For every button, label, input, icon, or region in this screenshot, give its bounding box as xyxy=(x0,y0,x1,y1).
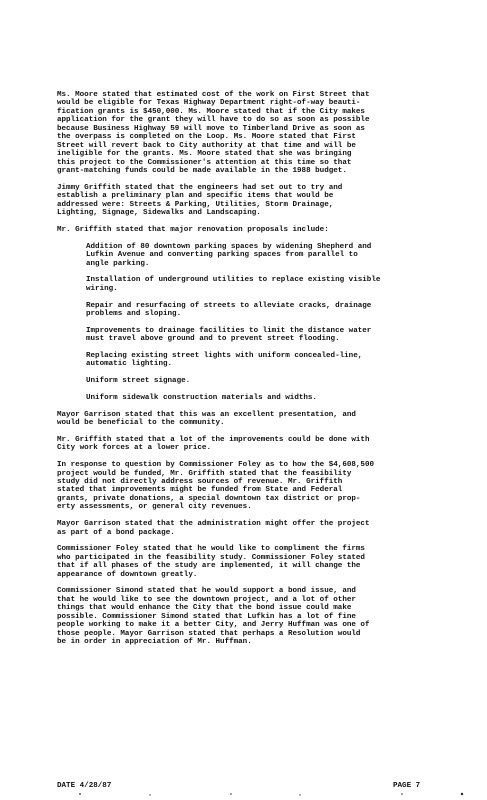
footer-date: DATE 4/28/87 xyxy=(57,782,112,790)
page-body xyxy=(57,91,457,655)
footer-page-number: PAGE 7 xyxy=(393,782,421,790)
paragraph-griffith-work-forces: Mr. Griffith stated that a lot of the improvements could be done with City work forces at a lower price. xyxy=(57,435,370,453)
proposal-item: Installation of underground utilities to replace existing visible wiring. xyxy=(86,276,381,293)
proposal-item: Repair and resurfacing of streets to alleviate cracks, drainage problems and sloping. xyxy=(86,301,372,318)
proposal-item: Uniform sidewalk construction materials and widths. xyxy=(86,393,317,402)
paragraph-foley-compliment: Commissioner Foley stated that he would like to compliment the firms who participated in the feasibility study. Commissioner Foley stated that if all phases of the study are implemented, it will change the appearance of downtown greatly. xyxy=(57,545,365,579)
paragraph-moore-grants: Ms. Moore stated that estimated cost of the work on First Street that would be eligible for Texas Highway Department right-of-way beauti- fication grants is $450,000. Ms. Moore stated that if the City makes application for the grant they will have to do so as soon as possible because Business Highway 59 will move to Timberland Drive as soon as the overpass is completed on the Loop. Ms. Moore stated that First Street will revert back to City authority at that time and will be ineligible for the grants. Ms. Moore stated that she was bringing this project to the Commissioner's attention at this time so that grant-matching funds could be made available in the 1988 budget. xyxy=(57,91,370,176)
proposal-item: Uniform street signage. xyxy=(86,377,191,386)
proposal-item: Addition of 80 downtown parking spaces by widening Shepherd and Lufkin Avenue and converting parking spaces from parallel to angle parking. xyxy=(86,242,372,268)
paragraph-proposals-intro: Mr. Griffith stated that major renovation proposals include: xyxy=(57,225,329,234)
proposal-item: Improvements to drainage facilities to limit the distance water must travel above ground and to prevent street flooding. xyxy=(86,326,372,344)
scan-artifacts xyxy=(0,786,487,800)
paragraph-bond-package: Mayor Garrison stated that the administration might offer the project as part of a bond package. xyxy=(57,520,370,537)
paragraph-simond-bond: Commissioner Simond stated that he would support a bond issue, and that he would like to see the downtown project, and a lot of other things that would enhance the City that the bond issue could make possible. Commissioner Simond stated that Lufkin has a lot of fine people working to make it a better City, and Jerry Huffman was one of those people. Mayor Garrison stated that perhaps a Resolution would be in order in appreciation of Mr. Huffman. xyxy=(57,587,370,647)
paragraph-garrison-presentation: Mayor Garrison stated that this was an excellent presentation, and would be beneficial to the community. xyxy=(57,410,356,428)
paragraph-griffith-plan: Jimmy Griffith stated that the engineers had set out to try and establish a preliminary plan and specific items that would be addressed were: Streets & Parking, Utilities, Storm Drainage, Lighting, Signage, Sidewalks and Landscaping. xyxy=(57,183,343,218)
proposal-list xyxy=(57,243,457,403)
proposal-item: Replacing existing street lights with uniform concealed-line, automatic lighting. xyxy=(86,351,363,369)
paragraph-funding: In response to question by Commissioner Foley as to how the $4,608,500 project would be funded, Mr. Griffith stated that the feasibility study did not directly address sources of revenue. Mr. Griffith stated that improvements might be funded from State and Federal grants, private donations, a special downtown tax district or prop- erty assessments, or general city revenues. xyxy=(57,461,375,512)
